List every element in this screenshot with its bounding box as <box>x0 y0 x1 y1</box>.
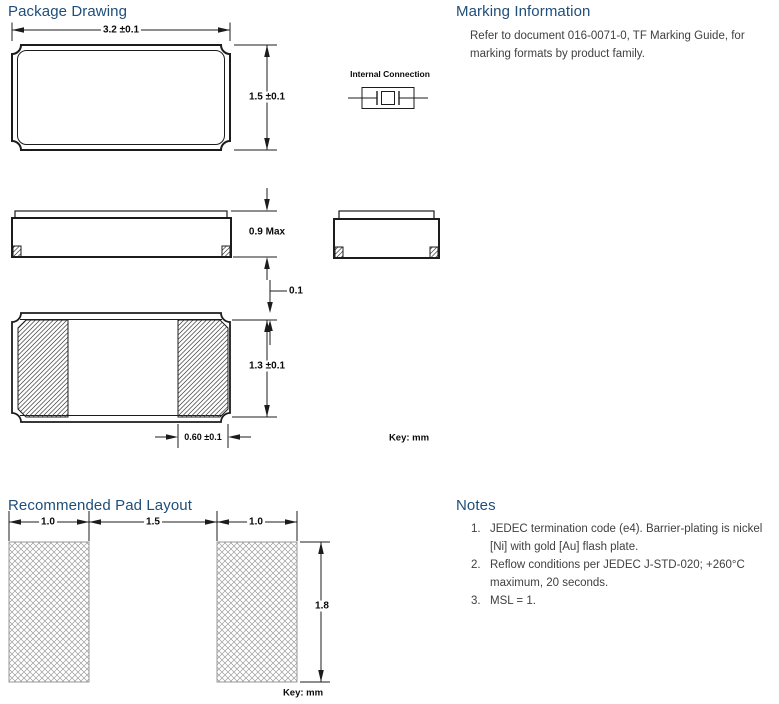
dim-pad-width: 0.60 ±0.1 <box>184 432 222 442</box>
internal-connection-label: Internal Connection <box>350 69 430 79</box>
notes-list <box>471 521 763 612</box>
note-text: Reflow conditions per JEDEC J-STD-020; +260°C maximum, 20 seconds. <box>490 559 745 589</box>
notes-title: Notes <box>456 497 496 514</box>
note-item <box>471 521 763 556</box>
note-item <box>471 557 763 592</box>
dim-layout-height: 1.8 <box>315 600 329 612</box>
marking-information-title: Marking Information <box>456 3 591 20</box>
marking-information-body: Refer to document 016-0071-0, TF Marking Guide, for marking formats by product family. <box>470 30 745 60</box>
top-view <box>12 23 277 151</box>
dim-top-height: 1.5 ±0.1 <box>248 91 286 103</box>
dim-layout-pad-left: 1.0 <box>41 516 55 528</box>
dim-layout-gap: 1.5 <box>146 516 160 528</box>
dim-top-width: 3.2 ±0.1 <box>102 24 140 36</box>
dim-pad-offset: 0.1 <box>289 285 303 297</box>
internal-connection-symbol <box>348 88 428 109</box>
pad-layout-title: Recommended Pad Layout <box>8 497 192 514</box>
key-units-label-1: Key: mm <box>388 432 430 444</box>
dim-side-height: 0.9 Max <box>248 226 286 238</box>
note-text: MSL = 1. <box>490 595 536 608</box>
key-units-label-2: Key: mm <box>282 687 324 699</box>
bottom-view <box>12 280 287 448</box>
package-drawing-title: Package Drawing <box>8 3 128 20</box>
note-number: 3. <box>471 595 481 608</box>
note-number: 1. <box>471 523 481 535</box>
side-view <box>12 188 277 280</box>
dim-pad-height: 1.3 ±0.1 <box>248 360 286 372</box>
dim-layout-pad-right: 1.0 <box>249 516 263 528</box>
end-view <box>334 211 439 258</box>
note-number: 2. <box>471 559 481 572</box>
note-text: JEDEC termination code (e4). Barrier-plating is nickel [Ni] with gold [Au] flash plate. <box>490 523 763 553</box>
note-item <box>471 593 763 611</box>
pad-layout-drawing <box>9 511 330 682</box>
